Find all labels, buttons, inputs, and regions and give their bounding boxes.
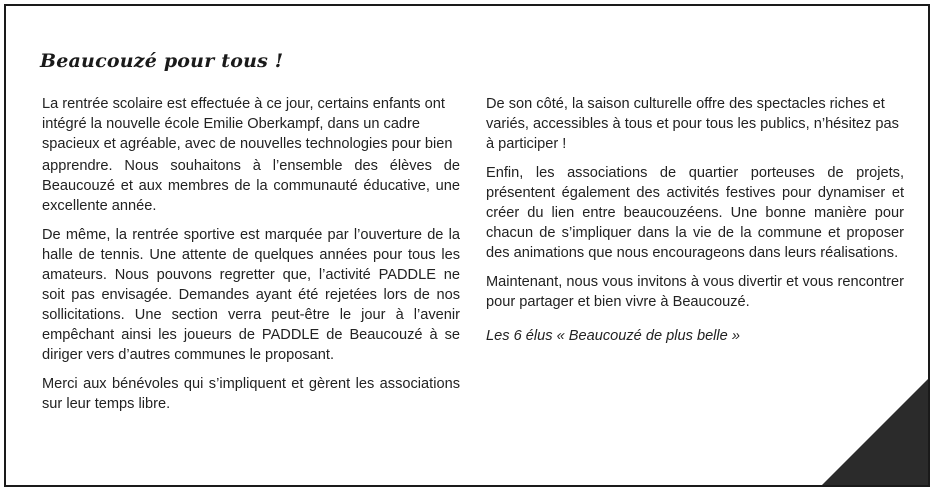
corner-triangle-decoration — [820, 377, 930, 487]
paragraph-culture: De son côté, la saison culturelle offre des spectacles riches et variés, accessibles à tous et pour tous les publics, n’hésitez pas à participer ! — [486, 96, 899, 152]
paragraph-school-wishes: apprendre. Nous souhaitons à l’ensemble des élèves de Beaucouzé et aux membres de la communauté éducative, une excellente année. — [42, 158, 460, 214]
article-frame — [4, 4, 930, 487]
paragraph-sports: De même, la rentrée sportive est marquée par l’ouverture de la halle de tennis. Une attente de quelques années pour tous les amateurs. Nous pouvons regretter que, l’activité PADDLE ne soit pas envisagée. Demandes ayant été rejetées lors de nos sollicitations. Une section verra peut-être le jour à l’avenir empêchant ainsi les joueurs de PADDLE de Beaucouzé à se diriger vers d’autres communes le proposant. — [42, 227, 460, 363]
paragraph-associations: Enfin, les associations de quartier porteuses de projets, présentent également des activités festives pour dynamiser et créer du lien entre beaucouzéens. Une bonne manière pour chacun de s’impliquer dans la vie de la commune et proposer des animations que nous encourageons dans leurs réalisations. — [486, 165, 904, 261]
paragraph-school-intro: La rentrée scolaire est effectuée à ce jour, certains enfants ont intégré la nouvelle école Emilie Oberkampf, dans un cadre spacieux et agréable, avec de nouvelles technologies pour bien — [42, 96, 453, 152]
paragraph-volunteers: Merci aux bénévoles qui s’impliquent et gèrent les associations sur leur temps libre. — [42, 376, 460, 412]
paragraph-conclusion: Maintenant, nous vous invitons à vous divertir et vous rencontrer pour partager et bien vivre à Beaucouzé. — [486, 274, 904, 310]
right-column — [486, 94, 904, 355]
left-column — [42, 94, 460, 423]
article-title: Beaucouzé pour tous ! — [40, 50, 284, 72]
signature: Les 6 élus « Beaucouzé de plus belle » — [486, 328, 740, 344]
